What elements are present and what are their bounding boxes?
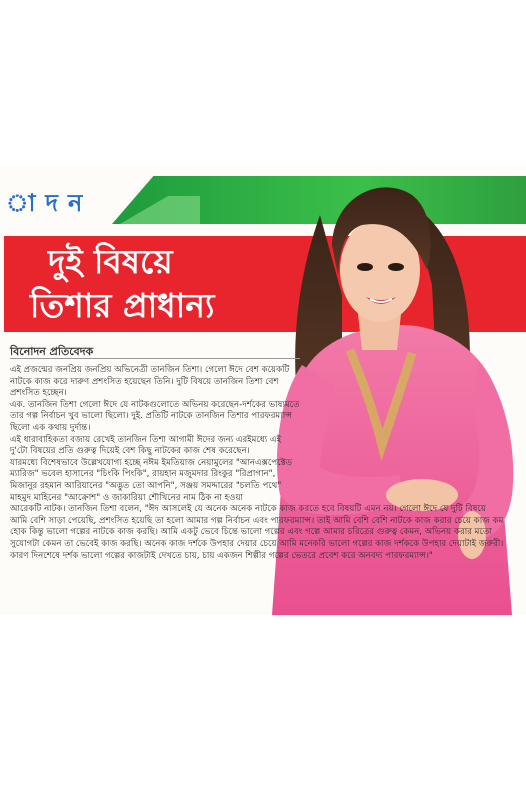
- headline: [30, 240, 280, 328]
- headline-line-1: দুই বিষয়ে: [48, 242, 173, 281]
- article-paragraph: এই প্রজন্মের জনপ্রিয় জনপ্রিয় অভিনেত্রী তানজিন তিশা। গেলো ঈদে বেশ কয়েকটি নাটকে কাজ করে দারুণ প্রশংসিত হয়েছেন তিনি। দুটি বিষয়ে তানজিন তিশা বেশ প্রশংসিত হচ্ছেন।: [10, 365, 290, 399]
- byline: বিনোদন প্রতিবেদক: [10, 345, 94, 358]
- article-paragraph: যারমধ্যে বিশেষভাবে উল্লেখযোগ্য হচ্ছে নঈম ইমতিয়াজ নেয়ামুলের "আনএক্সপেক্টেড ম্যারিজ" ভবেল হাসানের "চিংকি পিংকি", রায়হান মজুমদার রিংকুর "রিপ্রাগান", মিজানুর রহমান আরিয়ানের "অদ্ভুত তো আপনি", সঞ্জয় সমদ্দারের "চলতি পথে" মাহমুদ মাহিনের "আক্রোশ" ও জাকারিয়া শৌখিনের নাম ঠিক না হওয়া: [10, 457, 293, 503]
- article-paragraph: এক. তানজিন তিশা গেলো ঈদে যে নাটকগুলোতে অভিনয় করেছেন-দর্শকের ভাষ্যমতে তার গল্প নির্বাচন খুব ভালো ছিলো। দুই. প্রতিটি নাটকে তানজিন তিশার পারফরম্যান্স ছিলো এক কথায় দুর্দান্ত।: [10, 399, 300, 433]
- headline-line-2: তিশার প্রাধান্য: [30, 286, 215, 325]
- section-label: াদন: [6, 189, 93, 217]
- article-paragraph: আরেকটি নাটক। তানজিন তিশা বলেন, "ঈদ আসলেই যে অনেক অনেক নাটকে কাজ করতে হবে বিষয়টি এমন নয়। গেলো ঈদে যে দুটি বিষয়ে আমি বেশি সাড়া পেয়েছি, প্রশংসিত হয়েছি তা হলো আমার গল্প নির্বাচন এবং পারফরম্যান্স। তাই আমি বেশি বেশি নাটকে কাজ করার চেয়ে কাজ কম হোক কিন্তু ভালো গল্পের নাটকে কাজ করছি। আমি একটু ভেবে চিন্তে ভালো গল্পের এবং গল্পে আমার চরিত্রের গুরুত্ব কেমন, অভিনয় করার মতো সুযোগটা কেমন তা ভেবেই কাজ করছি। অনেক কাজ দর্শকে উপহার দেয়ার চেয়ে আমি মনেকরি ভালো গল্পের কাজ দর্শককে উপহার দেয়াটাই জরুরী। কারণ দিনশেষে দর্শক ভালো গল্পের কাজটাই দেখতে চায়, চায় একজন শিল্পীর গল্পের ভেতরে প্রবেশ করে অনবদ্য পারফরম্যান্স।": [10, 504, 504, 561]
- byline-divider: [10, 358, 300, 359]
- article-body: [10, 365, 504, 562]
- article-paragraph: এই ধারাবাহিকতা বজায় রেখেই তানজিন তিশা আগামী ঈদের জন্য এরইমধ্যে এই দু'টো বিষয়ের প্রতি গুরুত্ব দিয়েই বেশ কিছু নাটকের কাজ শেষ করেছেন।: [10, 434, 281, 457]
